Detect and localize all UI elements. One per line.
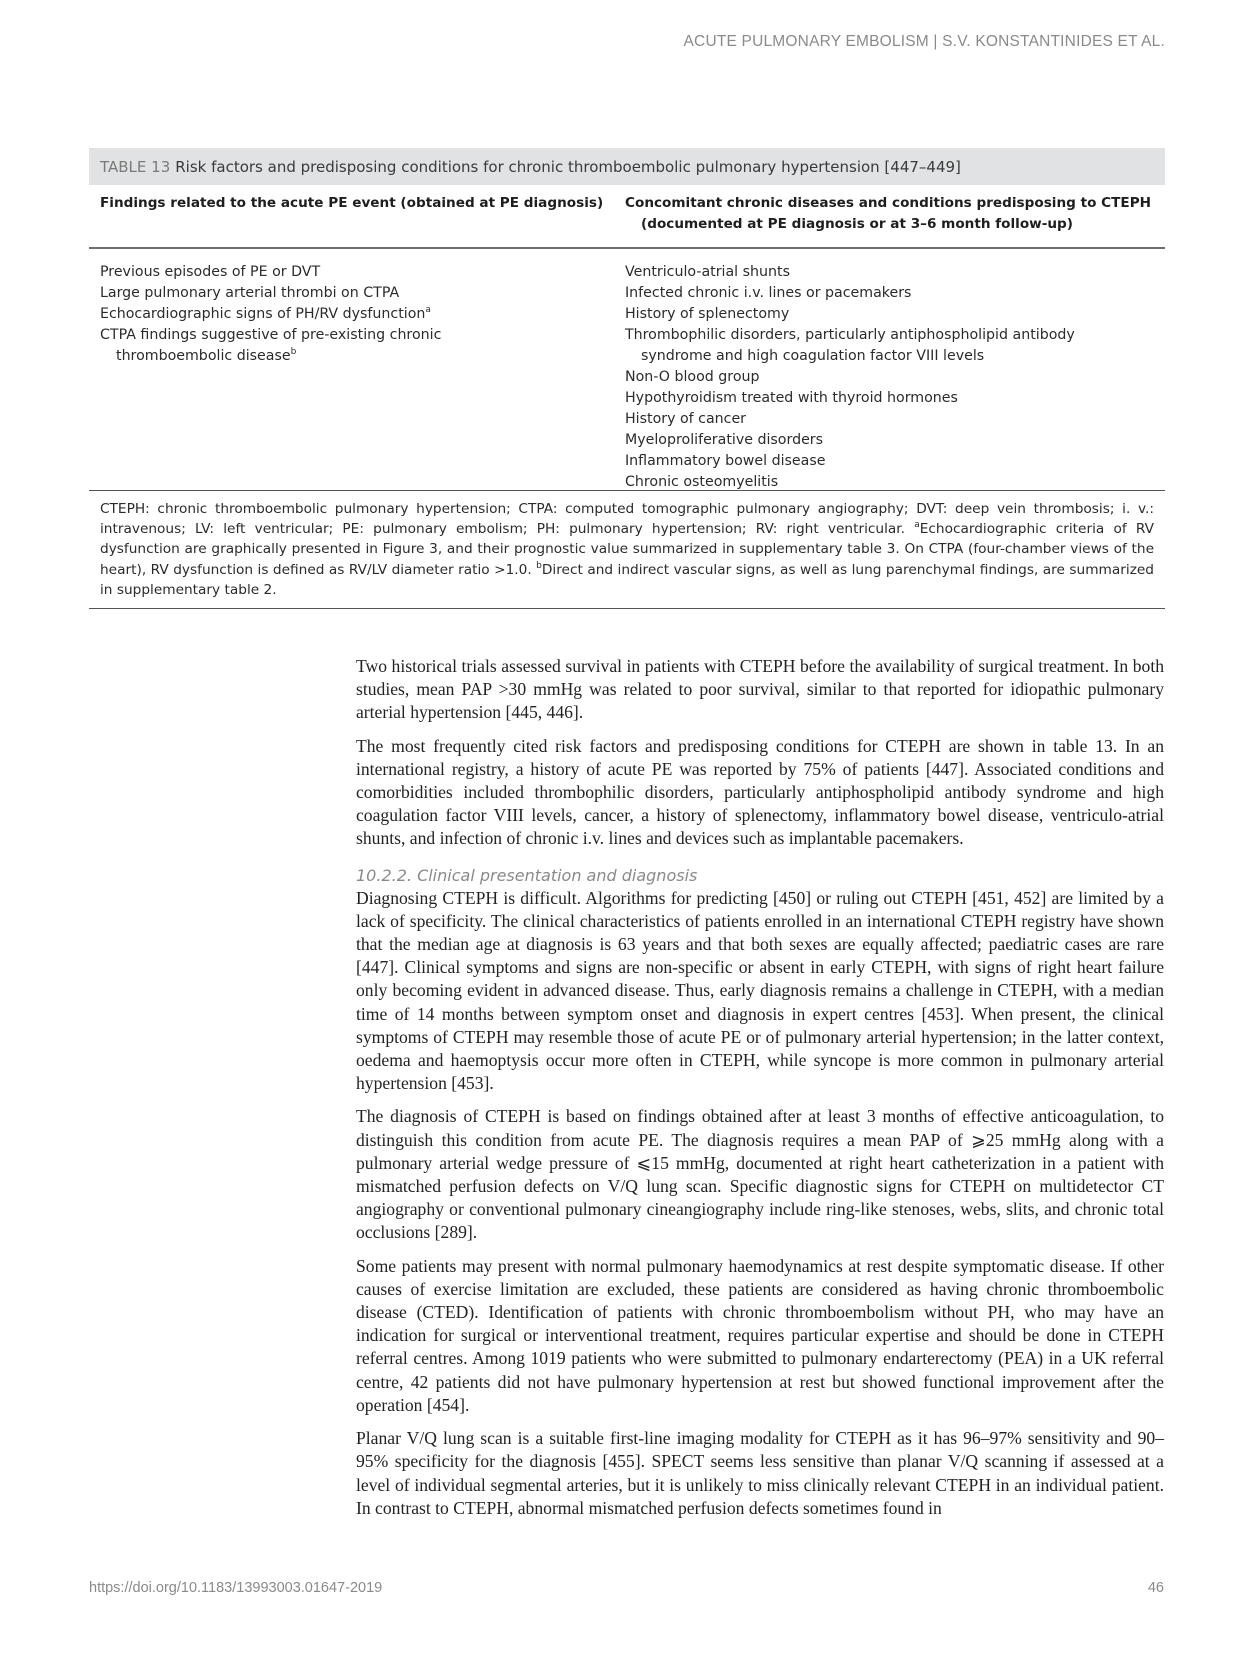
list-item: Non-O blood group — [625, 369, 760, 385]
table-header-row — [89, 185, 1165, 249]
footnote-marker: b — [290, 347, 297, 357]
table-title: Risk factors and predisposing conditions for chronic thromboembolic pulmonary hypertension [447–449] — [175, 157, 961, 176]
paragraph: The most frequently cited risk factors and predisposing conditions for CTEPH are shown in table 13. In an international registry, a history of acute PE was reported by 75% of patients [447]. Associated conditions and comorbidities included thrombophilic disorders, particularly antiphospholipid antibody syndrome and high coagulation factor VIII levels, cancer, a history of splenectomy, inflammatory bowel disease, ventriculo-atrial shunts, and infection of chronic i.v. lines and devices such as implantable pacemakers. — [356, 735, 1164, 849]
list-item: History of cancer — [625, 411, 747, 427]
list-item: Myeloproliferative disorders — [625, 432, 824, 448]
column-header-chronic-conditions: Concomitant chronic diseases and conditions predisposing to CTEPH (documented at PE diagnosis or at 3–6 month follow-up) — [625, 195, 1152, 232]
page-number: 46 — [1147, 1580, 1164, 1596]
list-item: Echocardiographic signs of PH/RV dysfunction$^a$ — [100, 305, 431, 322]
list-item: Ventriculo-atrial shunts — [625, 264, 790, 280]
left-column-items — [89, 262, 625, 490]
list-item: CTPA findings suggestive of pre-existing chronic thromboembolic disease$^b$ — [100, 327, 442, 364]
table-footnote: CTEPH: chronic thromboembolic pulmonary hypertension; CTPA: computed tomographic pulmonary angiography; DVT: deep vein thrombosis; i. v.: intravenous; LV: left ventricular; PE: pulmonary embolism; PH: pulmonary hypertension; RV: right ventricular. $^a$Echocardiographic criteria of RV dysfunction are graphically presented in Figure 3, and their prognostic value summarized in supplementary table 3. On CTPA (four-chamber views of the heart), RV dysfunction is defined as RV/LV diameter ratio >1.0. $^b$Direct and indirect vascular signs, as well as lung parenchymal findings, are summarized in supplementary table 2. — [89, 491, 1165, 609]
paragraph: Some patients may present with normal pulmonary haemodynamics at rest despite symptomatic disease. If other causes of exercise limitation are excluded, these patients are considered as having chronic thromboembolic disease (CTED). Identification of patients with chronic thromboembolism without PH, who may have an indication for surgical or interventional treatment, requires particular expertise and should be done in CTEPH referral centres. Among 1019 patients who were submitted to pulmonary endarterectomy (PEA) in a UK referral centre, 42 patients did not have pulmonary hypertension at rest but showed functional improvement after the operation [454]. — [356, 1255, 1164, 1415]
table-13 — [89, 148, 1165, 609]
list-item: Thrombophilic disorders, particularly antiphospholipid antibody syndrome and high coagulation factor VIII levels — [625, 327, 1075, 364]
body-text — [356, 655, 1164, 1530]
paragraph: The diagnosis of CTEPH is based on findings obtained after at least 3 months of effective anticoagulation, to distinguish this condition from acute PE. The diagnosis requires a mean PAP of ⩾25 mmHg along with a pulmonary arterial wedge pressure of ⩽15 mmHg, documented at right heart catheterization in a patient with mismatched perfusion defects on V/Q lung scan. Specific diagnostic signs for CTEPH on multidetector CT angiography or conventional pulmonary cineangiography include ring-like stenoses, webs, slits, and chronic total occlusions [289]. — [356, 1106, 1164, 1243]
list-item: Large pulmonary arterial thrombi on CTPA — [100, 285, 400, 301]
right-column-items — [625, 262, 1165, 490]
table-body — [89, 249, 1165, 491]
footnote-marker: a — [425, 305, 431, 315]
paragraph: Diagnosing CTEPH is difficult. Algorithms for predicting [450] or ruling out CTEPH [451, 452] are limited by a lack of specificity. The clinical characteristics of patients enrolled in an international CTEPH registry have shown that the median age at diagnosis is 63 years and that both sexes are equally affected; paediatric cases are rare [447]. Clinical symptoms and signs are non-specific or absent in early CTEPH, with signs of right heart failure only becoming evident in advanced disease. Thus, early diagnosis remains a challenge in CTEPH, with a median time of 14 months between symptom onset and diagnosis in expert centres [453]. When present, the clinical symptoms of CTEPH may resemble those of acute PE or of pulmonary arterial hypertension; in the latter context, oedema and haemoptysis occur more often in CTEPH, while syncope is more common in pulmonary arterial hypertension [453]. — [356, 887, 1164, 1094]
table-caption — [89, 148, 1165, 185]
list-item: Hypothyroidism treated with thyroid hormones — [625, 390, 958, 406]
list-item: Previous episodes of PE or DVT — [100, 264, 321, 280]
paragraph: Two historical trials assessed survival in patients with CTEPH before the availability of surgical treatment. In both studies, mean PAP >30 mmHg was related to poor survival, similar to that reported for idiopathic pulmonary arterial hypertension [445, 446]. — [356, 656, 1164, 723]
table-label: TABLE 13 — [100, 157, 171, 176]
section-heading: 10.2.2. Clinical presentation and diagnosis — [356, 865, 698, 885]
list-item: Infected chronic i.v. lines or pacemakers — [625, 285, 912, 301]
list-item: Inflammatory bowel disease — [625, 453, 826, 469]
list-item: History of splenectomy — [625, 306, 790, 322]
running-head: ACUTE PULMONARY EMBOLISM | S.V. KONSTANTINIDES ET AL. — [683, 33, 1165, 50]
column-header-acute-findings: Findings related to the acute PE event (obtained at PE diagnosis) — [100, 195, 604, 211]
paragraph: Planar V/Q lung scan is a suitable first-line imaging modality for CTEPH as it has 96–97% sensitivity and 90–95% specificity for the diagnosis [455]. SPECT seems less sensitive than planar V/Q scanning if assessed at a level of individual segmental arteries, but it is unlikely to miss clinically relevant CTEPH in an individual patient. In contrast to CTEPH, abnormal mismatched perfusion defects sometimes found in — [356, 1428, 1164, 1518]
list-item: Chronic osteomyelitis — [625, 474, 779, 490]
doi-link[interactable]: https://doi.org/10.1183/13993003.01647-2019 — [89, 1580, 383, 1596]
